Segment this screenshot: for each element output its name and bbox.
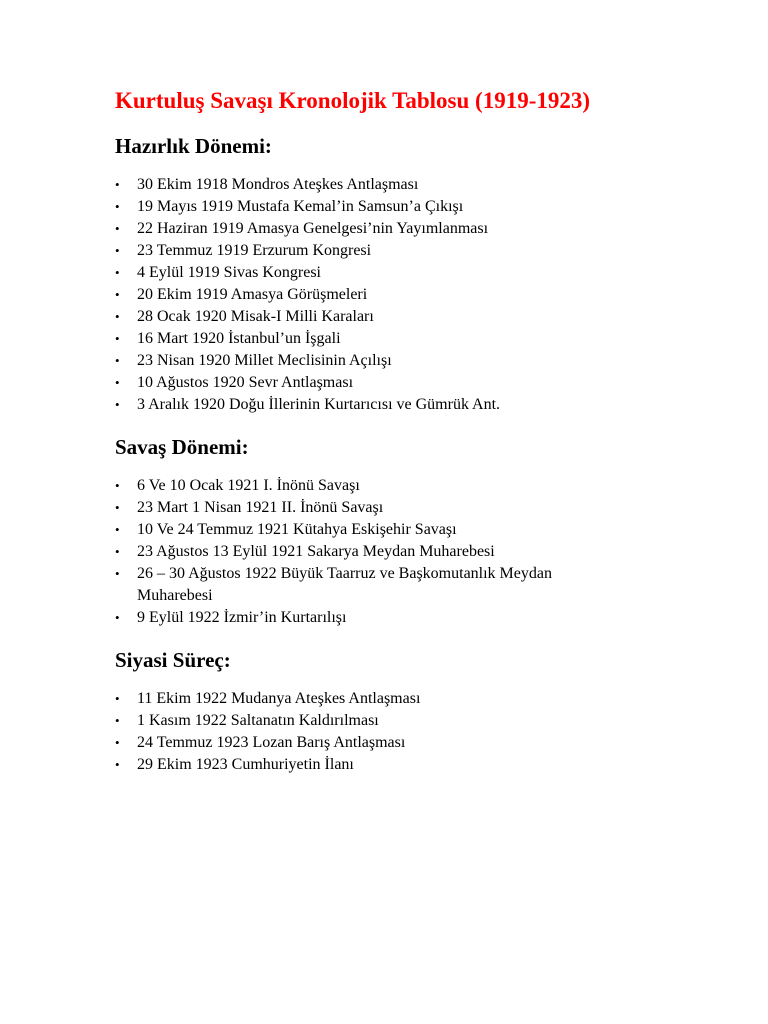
bullet-icon: • <box>115 353 120 368</box>
list-item <box>115 284 695 306</box>
list-item-text: 30 Ekim 1918 Mondros Ateşkes Antlaşması <box>137 176 419 193</box>
list-item <box>115 754 695 776</box>
bullet-icon: • <box>115 566 120 581</box>
bullet-icon: • <box>115 287 120 302</box>
document-page <box>115 86 695 776</box>
list-item-text: 16 Mart 1920 İstanbul’un İşgali <box>137 330 341 347</box>
bullet-icon: • <box>115 713 120 728</box>
bullet-icon: • <box>115 735 120 750</box>
list-item-text: 19 Mayıs 1919 Mustafa Kemal’in Samsun’a Çıkışı <box>137 198 464 215</box>
section-savas <box>115 433 695 629</box>
bullet-icon: • <box>115 199 120 214</box>
bullet-icon: • <box>115 309 120 324</box>
list-item-text: 23 Mart 1 Nisan 1921 II. İnönü Savaşı <box>137 499 384 516</box>
section-heading: Hazırlık Dönemi: <box>115 134 272 158</box>
list-item-text: 10 Ağustos 1920 Sevr Antlaşması <box>137 374 354 391</box>
list-item <box>115 218 695 240</box>
list-item-text: 11 Ekim 1922 Mudanya Ateşkes Antlaşması <box>137 690 421 707</box>
list-item <box>115 262 695 284</box>
section-heading: Siyasi Süreç: <box>115 648 231 672</box>
event-list <box>115 475 695 629</box>
list-item-text: 23 Nisan 1920 Millet Meclisinin Açılışı <box>137 352 392 369</box>
section-heading: Savaş Dönemi: <box>115 435 249 459</box>
list-item <box>115 688 695 710</box>
bullet-icon: • <box>115 522 120 537</box>
list-item <box>115 174 695 196</box>
bullet-icon: • <box>115 478 120 493</box>
list-item-text: 3 Aralık 1920 Doğu İllerinin Kurtarıcısı ve Gümrük Ant. <box>137 396 501 413</box>
list-item-text: 20 Ekim 1919 Amasya Görüşmeleri <box>137 286 368 303</box>
bullet-icon: • <box>115 177 120 192</box>
document-title: Kurtuluş Savaşı Kronolojik Tablosu (1919-1923) <box>115 88 591 113</box>
list-item <box>115 497 695 519</box>
list-item-text: 6 Ve 10 Ocak 1921 I. İnönü Savaşı <box>137 477 360 494</box>
list-item-text: 26 – 30 Ağustos 1922 Büyük Taarruz ve Başkomutanlık Meydan Muharebesi <box>137 565 552 604</box>
list-item-text: 9 Eylül 1922 İzmir’in Kurtarılışı <box>137 609 347 626</box>
list-item <box>115 710 695 732</box>
list-item <box>115 563 695 607</box>
list-item <box>115 732 695 754</box>
list-item <box>115 394 695 416</box>
list-item <box>115 519 695 541</box>
list-item <box>115 350 695 372</box>
list-item <box>115 196 695 218</box>
list-item-text: 22 Haziran 1919 Amasya Genelgesi’nin Yayımlanması <box>137 220 489 237</box>
list-item <box>115 475 695 497</box>
list-item <box>115 541 695 563</box>
list-item-text: 1 Kasım 1922 Saltanatın Kaldırılması <box>137 712 379 729</box>
bullet-icon: • <box>115 500 120 515</box>
bullet-icon: • <box>115 610 120 625</box>
list-item-text: 23 Temmuz 1919 Erzurum Kongresi <box>137 242 372 259</box>
list-item-text: 24 Temmuz 1923 Lozan Barış Antlaşması <box>137 734 406 751</box>
section-hazirlik <box>115 132 695 416</box>
list-item-text: 10 Ve 24 Temmuz 1921 Kütahya Eskişehir Savaşı <box>137 521 457 538</box>
bullet-icon: • <box>115 331 120 346</box>
list-item-text: 4 Eylül 1919 Sivas Kongresi <box>137 264 321 281</box>
list-item-text: 29 Ekim 1923 Cumhuriyetin İlanı <box>137 756 354 773</box>
bullet-icon: • <box>115 265 120 280</box>
list-item <box>115 607 695 629</box>
bullet-icon: • <box>115 221 120 236</box>
list-item-text: 23 Ağustos 13 Eylül 1921 Sakarya Meydan Muharebesi <box>137 543 495 560</box>
section-siyasi <box>115 646 695 776</box>
bullet-icon: • <box>115 243 120 258</box>
bullet-icon: • <box>115 757 120 772</box>
event-list <box>115 174 695 416</box>
list-item <box>115 372 695 394</box>
list-item <box>115 240 695 262</box>
bullet-icon: • <box>115 691 120 706</box>
bullet-icon: • <box>115 544 120 559</box>
bullet-icon: • <box>115 397 120 412</box>
list-item <box>115 328 695 350</box>
list-item <box>115 306 695 328</box>
bullet-icon: • <box>115 375 120 390</box>
event-list <box>115 688 695 776</box>
list-item-text: 28 Ocak 1920 Misak-I Milli Karaları <box>137 308 374 325</box>
